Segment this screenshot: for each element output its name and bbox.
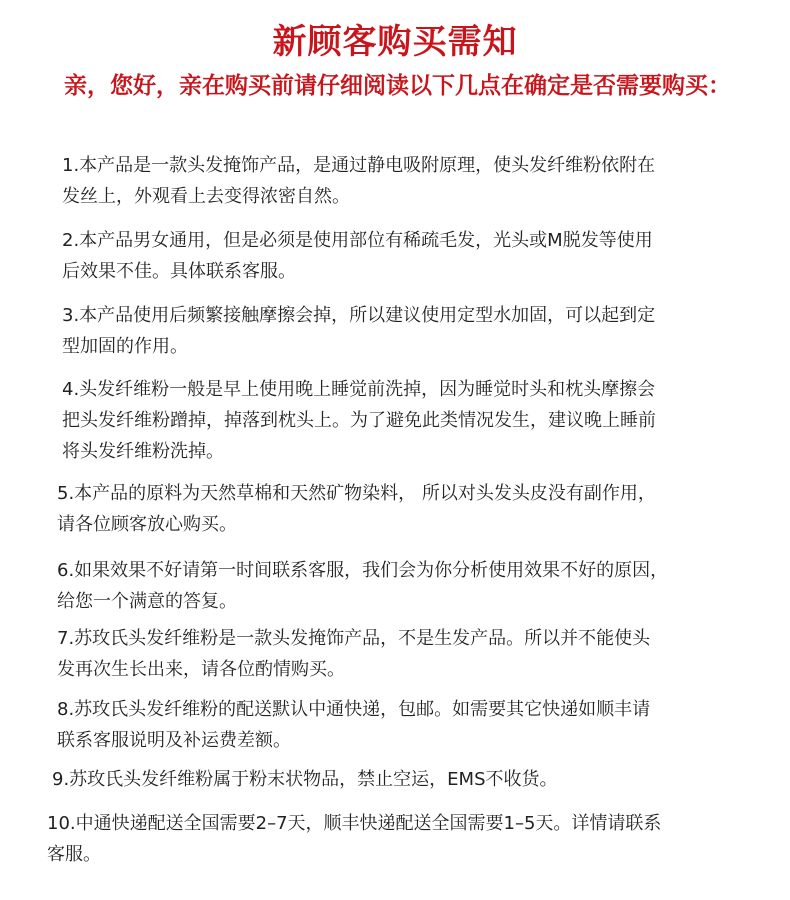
notice-line: 4.头发纤维粉一般是早上使用晚上睡觉前洗掉，因为睡觉时头和枕头摩擦会: [62, 379, 656, 400]
notice-item-10: [47, 808, 661, 870]
notice-item-4: [62, 374, 656, 467]
notice-line: 8.苏玫氏头发纤维粉的配送默认中通快递，包邮。如需要其它快递如顺丰请: [57, 699, 651, 720]
notice-line: 给您一个满意的答复。: [57, 591, 237, 612]
notice-line: 发丝上，外观看上去变得浓密自然。: [62, 186, 350, 207]
notice-line: 2.本产品男女通用，但是必须是使用部位有稀疏毛发，光头或M脱发等使用: [62, 230, 653, 251]
notice-line: 联系客服说明及补运费差额。: [57, 730, 291, 751]
notice-item-9: [52, 764, 558, 795]
notice-line: 型加固的作用。: [62, 336, 188, 357]
notice-line: 将头发纤维粉洗掉。: [62, 441, 224, 462]
notice-line: 6.如果效果不好请第一时间联系客服，我们会为你分析使用效果不好的原因，: [57, 560, 669, 581]
notice-line: 7.苏玫氏头发纤维粉是一款头发掩饰产品，不是生发产品。所以并不能使头: [57, 628, 651, 649]
intro-text: 亲，您好，亲在购买前请仔细阅读以下几点在确定是否需要购买：: [64, 73, 731, 99]
notice-line: 5.本产品的原料为天然草棉和天然矿物染料， 所以对头发头皮没有副作用，: [57, 483, 656, 504]
notice-item-6: [57, 555, 668, 617]
notice-line: 3.本产品使用后频繁接触摩擦会掉，所以建议使用定型水加固，可以起到定: [62, 305, 656, 326]
notice-item-1: [62, 150, 655, 212]
notice-line: 把头发纤维粉蹭掉，掉落到枕头上。为了避免此类情况发生，建议晚上睡前: [62, 410, 656, 431]
notice-line: 发再次生长出来，请各位酌情购买。: [57, 659, 345, 680]
notice-item-8: [57, 694, 650, 756]
notice-item-7: [57, 623, 650, 685]
notice-line: 请各位顾客放心购买。: [57, 514, 237, 535]
notice-line: 10.中通快递配送全国需要2–7天，顺丰快递配送全国需要1–5天。详情请联系: [47, 813, 662, 834]
notice-item-5: [57, 478, 656, 540]
page-title: 新顾客购买需知: [272, 22, 518, 62]
notice-line: 客服。: [47, 844, 101, 865]
notice-item-2: [62, 225, 653, 287]
notice-line: 后效果不佳。具体联系客服。: [62, 261, 296, 282]
notice-line: 9.苏玫氏头发纤维粉属于粉末状物品，禁止空运，EMS不收货。: [52, 769, 558, 790]
notice-line: 1.本产品是一款头发掩饰产品，是通过静电吸附原理，使头发纤维粉依附在: [62, 155, 656, 176]
notice-item-3: [62, 300, 655, 362]
